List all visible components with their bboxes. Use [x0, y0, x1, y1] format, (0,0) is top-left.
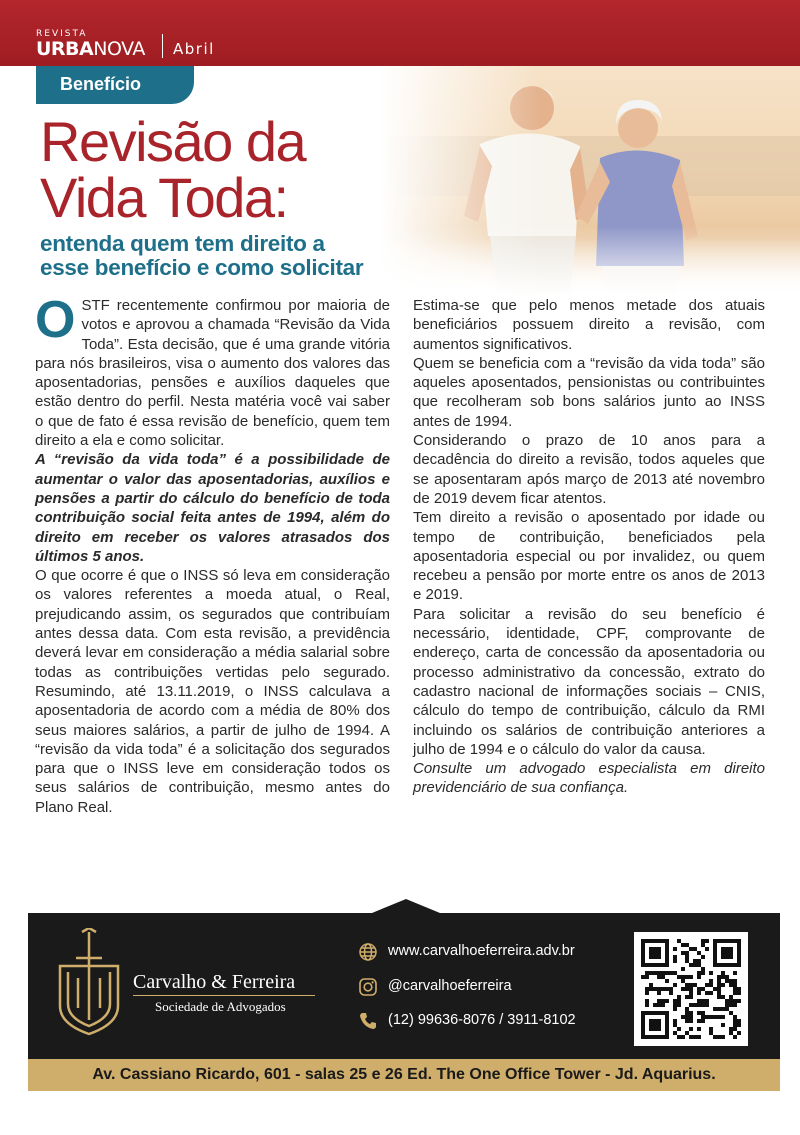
paragraph-9-closing: Consulte um advogado especialista em direito previdenciário de sua confiança.: [413, 760, 765, 797]
paragraph-5: Quem se beneficia com a “revisão da vida toda” são aqueles aposentados, pensionistas ou contribuintes que recolheram sob bons salários junto ao INSS antes de 1994.: [413, 354, 765, 430]
qr-code-graphic: [634, 932, 748, 1046]
globe-icon: [358, 942, 378, 962]
firm-name: Carvalho & Ferreira: [133, 971, 296, 993]
hero-photo: [380, 66, 800, 296]
instagram-handle[interactable]: @carvalhoeferreira: [388, 978, 512, 994]
title-line-1: Revisão da: [40, 110, 306, 173]
section-tag: [36, 66, 194, 104]
firm-subtitle: Sociedade de Advogados: [155, 999, 286, 1014]
header-divider: [162, 34, 163, 58]
office-address: Av. Cassiano Ricardo, 601 - salas 25 e 26 Ed. The One Office Tower - Jd. Aquarius.: [92, 1066, 716, 1083]
article-column-left: [35, 291, 390, 817]
magazine-small-label: REVISTA: [36, 29, 88, 39]
article-subtitle: [40, 232, 363, 280]
paragraph-3: O que ocorre é que o INSS só leva em consideração os valores referentes a moeda atual, o Real, prejudicando assim, os segurados que contribuíam antes dessa data. Com esta revisão, a previdência deverá levar em consideração a média salarial sobre todas as contribuições vertidas pelo segurado. Resumindo, até 13.11.2019, o INSS calculava a aposentadoria de acordo com a média de 80% dos seus maiores salários, a partir de julho de 1994. A “revisão da vida toda” é a solicitação dos segurados para que o INSS leve em consideração todos os seus salários de contribuição, mesmo antes do Plano Real.: [35, 567, 390, 816]
magazine-name-b: NOVA: [93, 38, 145, 60]
hero-fade-bottom: [380, 226, 800, 296]
drop-cap: O: [35, 291, 76, 349]
article-column-right: [413, 296, 765, 798]
phone-icon: [358, 1011, 378, 1031]
section-tag-label: Benefício: [60, 74, 142, 94]
title-line-2: Vida Toda:: [40, 166, 288, 229]
paragraph-1: [35, 291, 390, 450]
address-bar: [28, 1059, 780, 1091]
qr-code[interactable]: [634, 932, 748, 1046]
magazine-name: [36, 39, 145, 59]
subtitle-line-1: entenda quem tem direito a: [40, 231, 325, 256]
top-bar: [0, 0, 800, 66]
paragraph-1-text: STF recentemente confirmou por maioria de votos e aprovou a chamada “Revisão da Vida Toda”. Esta decisão, que é uma grande vitória para nós brasileiros, visa o aumento dos valores das aposentadorias, pensões e auxílios daqueles que estão dentro do perfil. Nesta matéria você vai saber o que de fato é essa revisão de benefício, quem tem direito a ela e como solicitar.: [35, 297, 390, 450]
subtitle-line-2: esse benefício e como solicitar: [40, 255, 364, 280]
paragraph-8: Para solicitar a revisão do seu benefício é necessário, identidade, CPF, comprovante de endereço, carta de concessão da aposentadoria ou processo administrativo da concessão, extrato do cadastro nacional de informações sociais – CNIS, cálculo do tempo de contribuição, cálculo da RMI incluindo os salários de contribuição anteriores a julho de 1994 e o cálculo do valor da causa.: [413, 605, 765, 758]
phone-numbers[interactable]: (12) 99636-8076 / 3911-8102: [388, 1012, 576, 1028]
article-title: [40, 110, 306, 229]
issue-month: Abril: [173, 40, 215, 58]
magazine-name-a: URBA: [36, 38, 94, 60]
footer-notch: [372, 899, 440, 913]
paragraph-7: Tem direito a revisão o aposentado por idade ou tempo de contribuição, beneficiados pela aposentadoria especial ou por invalidez, ou quem recebeu a pensão por morte entre os anos de 2013 e 2019.: [413, 509, 765, 604]
magazine-logo: [36, 30, 145, 59]
paragraph-6: Considerando o prazo de 10 anos para a decadência do direito a revisão, todos aqueles que se aposentaram após março de 2013 até novembro de 2019 devem ficar atentos.: [413, 432, 765, 507]
sword-shield-logo-icon: [54, 928, 124, 1038]
paragraph-2-highlight: A “revisão da vida toda” é a possibilidade de aumentar o valor das aposentadorias, auxílios e pensões a partir do cálculo do benefício de toda contribuição social feita antes de 1994, além do direito em receber os valores atrasados dos últimos 5 anos.: [35, 451, 390, 565]
instagram-icon: [358, 977, 378, 997]
website-link[interactable]: www.carvalhoeferreira.adv.br: [388, 943, 575, 959]
firm-divider: [133, 995, 315, 996]
paragraph-4: Estima-se que pelo menos metade dos atuais beneficiários possuem direito a revisão, com aumentos significativos.: [413, 297, 765, 353]
